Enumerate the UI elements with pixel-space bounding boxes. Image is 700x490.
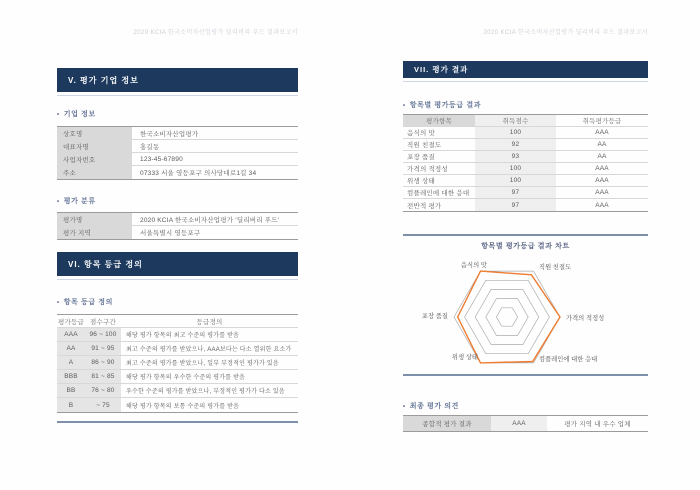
- radar-chart-title: 항목별 평가등급 결과 차트: [481, 243, 570, 250]
- radar-axis-label: 컴플레인에 대한 응대: [539, 356, 598, 363]
- grade-cell: AAA: [57, 328, 85, 341]
- table-row: [57, 328, 298, 342]
- page-right: [350, 0, 700, 490]
- grade-cell: AAA: [595, 165, 609, 172]
- grade-cell: AAA: [595, 177, 609, 184]
- table-row: [57, 370, 298, 384]
- column-header: 등급정의: [196, 318, 223, 326]
- section-separator: [403, 234, 648, 236]
- range-cell: 91 ~ 95: [85, 342, 121, 355]
- column-header: 취득평가등급: [582, 118, 622, 125]
- radar-chart: [390, 252, 650, 382]
- grade-cell: A: [57, 356, 85, 369]
- row-value: 2020 KCIA 한국소비자산업평가 ‘딜리버리 푸드’: [140, 216, 280, 224]
- table-row: [57, 384, 298, 398]
- final-comment-cell: 평가 지역 내 우수 업체: [564, 421, 631, 428]
- definition-cell: 해당 평가 항목의 보통 수준의 평가를 받음: [126, 403, 240, 410]
- row-value: 홍길동: [140, 143, 160, 151]
- table-row: [403, 175, 648, 187]
- item-cell: 음식의 맛: [407, 130, 435, 137]
- grade-cell: AA: [597, 153, 607, 160]
- grade-results-table: [403, 114, 648, 212]
- table-row: [57, 127, 298, 140]
- grade-cell: BBB: [57, 370, 85, 383]
- table-row: [403, 199, 648, 211]
- definition-cell: 해당 평가 항목의 최고 수준의 평가를 받음: [126, 333, 240, 339]
- row-label: 평가명: [57, 213, 132, 225]
- score-cell: 93: [475, 151, 556, 162]
- item-cell: 위생 상태: [407, 178, 435, 185]
- section-vi-bar: [57, 252, 298, 276]
- item-cell: 포장 품질: [407, 154, 435, 161]
- grade-cell: AAA: [595, 201, 609, 209]
- bar-underline: [403, 81, 648, 82]
- grade-cell: AAA: [595, 189, 609, 196]
- row-label: 평가 지역: [57, 226, 132, 239]
- final-opinion-table: [403, 415, 648, 432]
- table-row: [57, 226, 298, 239]
- grade-definition-table: [57, 314, 298, 413]
- radar-axis-label: 가격의 적정성: [566, 315, 605, 322]
- column-header: 평가등급: [58, 318, 84, 326]
- page-header: 2020 KCIA 한국소비자산업평가 딜리버리 푸드 결과보고서: [133, 30, 298, 36]
- score-cell: 100: [475, 163, 556, 174]
- table-header-row: [57, 315, 298, 328]
- score-cell: 97: [475, 199, 556, 211]
- table-header-row: [403, 115, 648, 127]
- row-value: 한국소비자산업평가: [140, 130, 199, 138]
- grade-cell: BB: [57, 384, 85, 397]
- item-cell: 가격의 적정성: [407, 166, 448, 173]
- section-v-bar: [57, 68, 298, 92]
- item-cell: 전반적 평가: [407, 202, 442, 210]
- table-row: [57, 356, 298, 370]
- radar-axis-label: 위생 상태: [451, 354, 478, 361]
- grade-cell: AAA: [595, 129, 609, 136]
- row-label: 주소: [57, 166, 132, 179]
- definition-cell: 우수한 수준의 평가를 받았으나, 부정적인 평가가 다소 있음: [126, 389, 285, 395]
- table-row: [57, 398, 298, 412]
- range-cell: 86 ~ 90: [85, 356, 121, 369]
- eval-category-heading: • 평가 분류: [57, 196, 96, 206]
- company-info-table: [57, 126, 298, 180]
- bar-underline: [57, 95, 298, 96]
- table-row: [403, 139, 648, 151]
- section-separator: [57, 421, 298, 423]
- definition-cell: 해당 평가 항목의 우수한 수준의 평가를 받음: [126, 375, 246, 381]
- final-label-cell: 종합적 평가 결과: [403, 416, 491, 431]
- score-cell: 100: [475, 127, 556, 138]
- final-grade-cell: AAA: [491, 416, 547, 431]
- company-info-heading: • 기업 정보: [57, 109, 96, 119]
- table-row: [57, 166, 298, 179]
- row-value: 서울특별시 영등포구: [140, 230, 201, 237]
- radar-axis-label: 직원 친절도: [539, 264, 572, 271]
- range-cell: 96 ~ 100: [85, 328, 121, 341]
- table-row: [57, 342, 298, 356]
- row-value: 123-45-67890: [140, 155, 183, 163]
- grade-cell: AA: [597, 141, 607, 148]
- range-cell: 81 ~ 85: [85, 370, 121, 383]
- table-row: [403, 127, 648, 139]
- score-cell: 97: [475, 187, 556, 198]
- grade-definition-heading: • 항목 등급 정의: [57, 297, 113, 307]
- section-vi-title: VI. 항목 등급 정의: [68, 259, 143, 269]
- grade-results-heading: • 항목별 평가등급 결과: [403, 100, 481, 110]
- bar-underline: [57, 279, 298, 280]
- table-row: [403, 187, 648, 199]
- section-v-title: V. 평가 기업 정보: [68, 75, 139, 85]
- table-row: [57, 153, 298, 166]
- range-cell: 76 ~ 80: [85, 384, 121, 397]
- definition-cell: 최고 수준의 평가를 받았으나, 일부 부정적인 평가가 있음: [126, 361, 279, 367]
- row-label: 상호명: [57, 127, 132, 139]
- section-vii-title: VII. 평가 결과: [414, 65, 469, 74]
- section-vii-bar: [403, 61, 648, 78]
- column-header: 평가항목: [403, 115, 475, 126]
- page-header: 2020 KCIA 한국소비자산업평가 딜리버리 푸드 결과보고서: [483, 30, 648, 36]
- section-separator: [403, 374, 648, 376]
- eval-category-table: [57, 212, 298, 240]
- final-opinion-heading: • 최종 평가 의견: [403, 401, 459, 411]
- row-label: 대표자명: [57, 140, 132, 152]
- range-cell: ~ 75: [85, 398, 121, 412]
- column-header: 취득점수: [475, 115, 556, 126]
- table-row: [57, 140, 298, 153]
- table-row: [403, 163, 648, 175]
- score-cell: 92: [475, 139, 556, 150]
- grade-cell: AA: [57, 342, 85, 355]
- table-row: [57, 213, 298, 226]
- definition-cell: 최고 수준의 평가를 받았으나, AAA보다는 다소 열위한 요소가: [126, 347, 292, 353]
- grade-cell: B: [57, 398, 85, 412]
- column-header: 점수구간: [90, 318, 116, 326]
- radar-axis-label: 포장 품질: [421, 313, 448, 320]
- table-row: [403, 416, 648, 431]
- radar-axis-label: 음식의 맛: [460, 262, 487, 269]
- score-cell: 100: [475, 175, 556, 186]
- row-value: 07333 서울 영등포구 의사당대로1길 34: [140, 170, 257, 177]
- row-label: 사업자번호: [57, 153, 132, 165]
- table-row: [403, 151, 648, 163]
- item-cell: 컴플레인에 대한 응대: [407, 190, 470, 197]
- item-cell: 직원 친절도: [407, 142, 442, 149]
